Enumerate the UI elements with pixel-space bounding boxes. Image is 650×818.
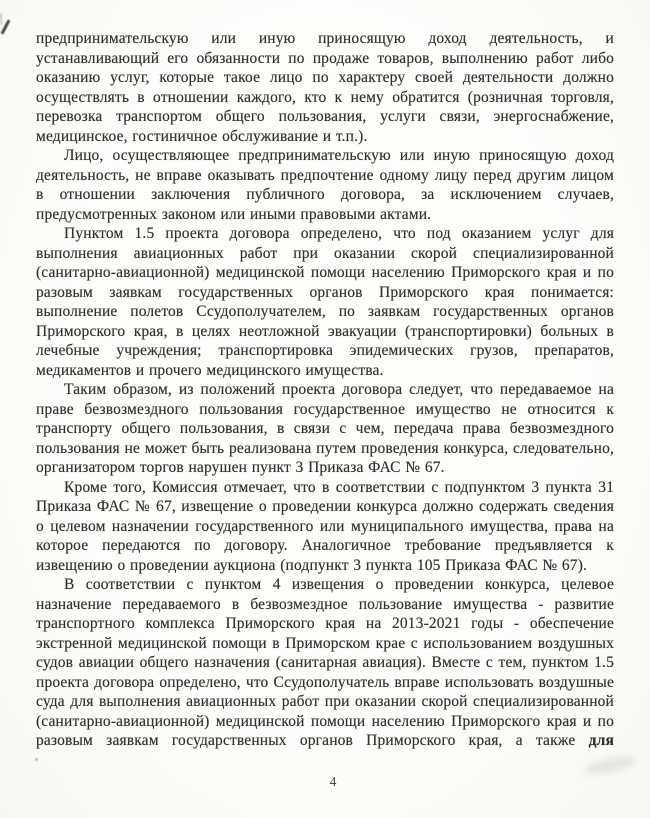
paragraph-text: Лицо, осуществляющее предпринимательскую или иную приносящую доход деятельность, не вправе оказывать предпочтение одному лицу перед другим лицом в отношении заключения публичного договора, за исключением случаев, предусмотренных законом или иными правовыми актами. bbox=[36, 147, 614, 223]
paragraph bbox=[36, 575, 614, 751]
paragraph bbox=[36, 380, 614, 478]
paragraph-text: В соответствии с пунктом 4 извещения о проведении конкурса, целевое назначение передаваемого в безвозмездное пользование имущества - развитие транспортного комплекса Приморского края на 2013-2021 годы - обеспечение экстренной медицинской помощи в Приморском крае с использованием воздушных судов авиации общего назначения (санитарная авиация). Вместе с тем, пунктом 1.5 проекта договора определено, что Ссудополучатель вправе использовать воздушные суда для выполнения авиационных работ при оказании скорой специализированной (санитарно-авиационной) медицинской помощи населению Приморского края и по разовым заявкам государственных органов Приморского края, а также bbox=[36, 576, 614, 749]
paragraph bbox=[36, 29, 614, 146]
paragraph-text: предпринимательскую или иную приносящую доход деятельность, и устанавливающий его обязанности по продаже товаров, выполнению работ либо оказанию услуг, которые такое лицо по характеру своей деятельности должно осуществлять в отношении каждого, кто к нему обратится (розничная торговля, перевозка транспортом общего пользования, услуги связи, энергоснабжение, медицинское, гостиничное обслуживание и т.п.). bbox=[36, 30, 614, 145]
paragraph-text: Кроме того, Комиссия отмечает, что в соответствии с подпунктом 3 пункта 31 Приказа ФАС № 67, извещение о проведении конкурса должно содержать сведения о целевом назначении государственного или муниципального имущества, права на которое передаются по договору. Аналогичное требование предъявляется к извещению о проведении аукциона (подпункт 3 пункта 105 Приказа ФАС № 67). bbox=[36, 478, 614, 574]
scan-mark-left-edge bbox=[0, 13, 2, 25]
scan-mark-top-left bbox=[0, 19, 10, 35]
page-number: 4 bbox=[329, 774, 337, 789]
paragraph-text: Пунктом 1.5 проекта договора определено, что под оказанием услуг для выполнения авиационных работ при оказании скорой специализированной (санитарно-авиационной) медицинской помощи населению Приморского края и по разовым заявкам государственных органов Приморского края понимается: выполнение полетов Ссудополучателем, по заявкам государственных органов Приморского края, в целях неотложной эвакуации (транспортировки) больных в лечебные учреждения; транспортировка эпидемических грузов, препаратов, медикаментов и прочего медицинского имущества. bbox=[36, 225, 614, 379]
document-text bbox=[36, 29, 614, 751]
paragraph-text: Таким образом, из положений проекта договора следует, что передаваемое на праве безвозмездного пользования государственное имущество не относится к транспорту общего пользования, в связи с чем, передача права безвозмездного пользования не может быть реализована путем проведения конкурса, следовательно, организатором торгов нарушен пункт 3 Приказа ФАС № 67. bbox=[36, 381, 614, 476]
scan-speck-bottom-left bbox=[35, 758, 38, 761]
paragraph bbox=[36, 478, 614, 576]
paragraph bbox=[36, 146, 614, 224]
paragraph-bold-text: для bbox=[588, 732, 614, 749]
paragraph bbox=[36, 224, 614, 380]
